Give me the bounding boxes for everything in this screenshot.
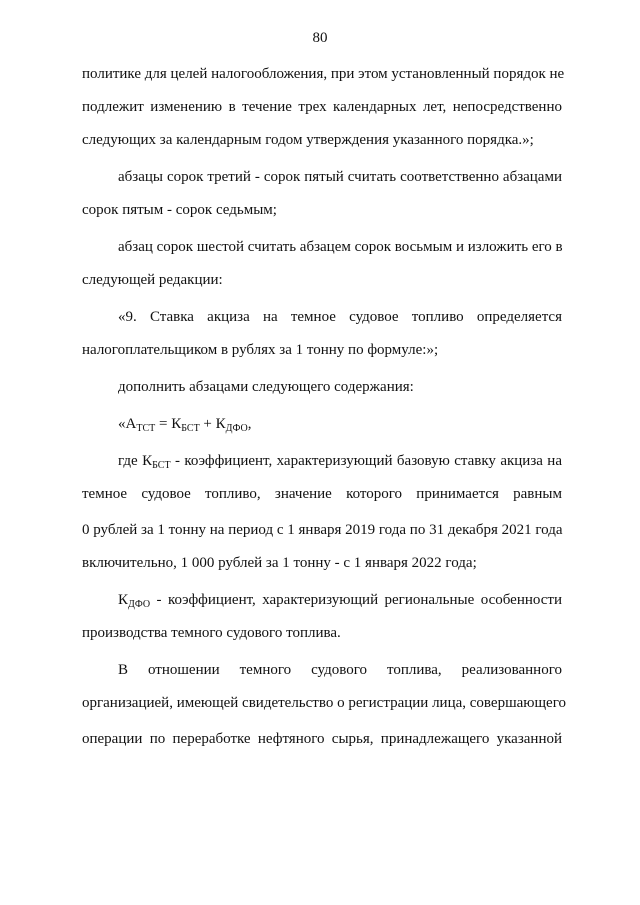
formula-operator: + bbox=[199, 416, 216, 432]
formula-close: , bbox=[247, 416, 252, 432]
definition-prefix: где bbox=[118, 453, 143, 469]
formula-subscript: ТСТ bbox=[136, 423, 156, 434]
text-line: производства темного судового топлива. bbox=[82, 625, 341, 641]
text-line: «9. Ставка акциза на темное судовое топливо определяется bbox=[118, 309, 562, 325]
formula-subscript: БСТ bbox=[181, 423, 200, 434]
formula-symbol: К bbox=[215, 416, 226, 432]
definition-text: - коэффициент, характеризующий базовую ставку акциза на bbox=[170, 453, 562, 469]
text-line: подлежит изменению в течение трех календарных лет, непосредственно bbox=[82, 99, 562, 115]
definition-line bbox=[82, 449, 562, 473]
definition-text: - коэффициент, характеризующий региональные особенности bbox=[150, 592, 562, 608]
formula-symbol: А bbox=[125, 416, 137, 432]
text-line: операции по переработке нефтяного сырья, принадлежащего указанной bbox=[82, 731, 562, 747]
text-line: организацией, имеющей свидетельство о регистрации лица, совершающего bbox=[82, 695, 566, 711]
text-line: дополнить абзацами следующего содержания: bbox=[118, 379, 414, 395]
formula-subscript: БСТ bbox=[152, 460, 171, 471]
text-line: абзацы сорок третий - сорок пятый считать соответственно абзацами bbox=[118, 169, 562, 185]
formula-subscript: ДФО bbox=[128, 599, 151, 610]
formula-open-quote: « bbox=[118, 416, 126, 432]
text-line: налогоплательщиком в рублях за 1 тонну по формуле:»; bbox=[82, 342, 439, 358]
formula-symbol: К bbox=[171, 416, 182, 432]
text-line: следующей редакции: bbox=[82, 272, 223, 288]
definition-line bbox=[82, 588, 562, 612]
text-line: следующих за календарным годом утверждения указанного порядка.»; bbox=[82, 132, 534, 148]
text-line: сорок пятым - сорок седьмым; bbox=[82, 202, 277, 218]
text-line: В отношении темного судового топлива, реализованного bbox=[118, 662, 562, 678]
formula-subscript: ДФО bbox=[225, 423, 248, 434]
text-line: 0 рублей за 1 тонну на период с 1 января 2019 года по 31 декабря 2021 года bbox=[82, 522, 563, 538]
formula-symbol: К bbox=[142, 453, 153, 469]
text-line: темное судовое топливо, значение которого принимается равным bbox=[82, 486, 562, 502]
page-number: 80 bbox=[312, 30, 328, 46]
formula bbox=[82, 412, 562, 436]
text-line: включительно, 1 000 рублей за 1 тонну - с 1 января 2022 года; bbox=[82, 555, 477, 571]
formula-symbol: К bbox=[118, 592, 129, 608]
text-line: абзац сорок шестой считать абзацем сорок восьмым и изложить его в bbox=[118, 239, 563, 255]
formula-operator: = bbox=[155, 416, 172, 432]
text-line: политике для целей налогообложения, при этом установленный порядок не bbox=[82, 66, 565, 82]
